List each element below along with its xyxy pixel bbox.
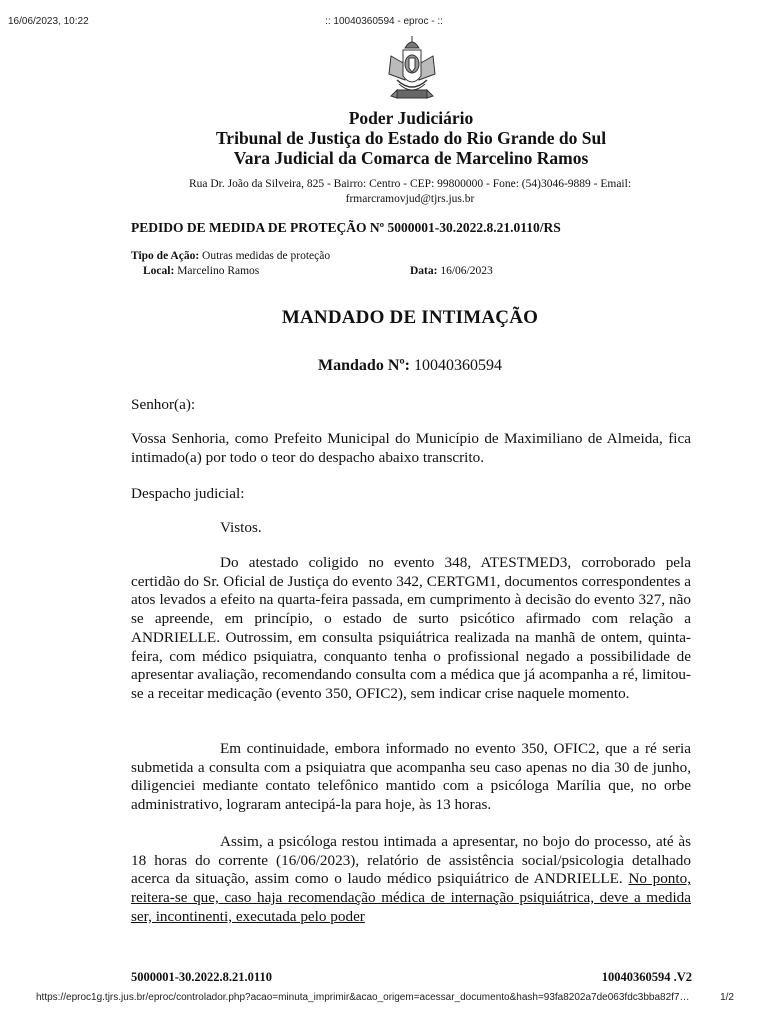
print-datetime: 16/06/2023, 10:22 xyxy=(8,16,89,27)
paragraph-2: Em continuidade, embora informado no evento 350, OFIC2, que a ré seria submetida a consulta com a psiquiatra que acompanha seu caso apenas no dia 30 de junho, diligenciei mediante contato telefônico mantido com a psicóloga Marília que, no orbe administrativo, lograram antecipá-la para hoje, às 13 horas. xyxy=(131,740,691,814)
address-line-2: frmarcramovjud@tjrs.jus.br xyxy=(345,193,475,205)
action-type xyxy=(131,250,330,262)
salutation: Senhor(a): xyxy=(131,396,196,413)
print-page-number: 1/2 xyxy=(720,992,734,1003)
institution-header xyxy=(0,108,768,168)
paragraph-3-underlined: No ponto, reitera-se que, caso haja recomendação médica de internação psiquiátrica, deve a medida ser, incontinenti, executada pelo poder xyxy=(131,870,691,925)
date xyxy=(410,265,493,277)
date-value: 16/06/2023 xyxy=(440,265,493,277)
date-label: Data: xyxy=(410,265,438,277)
location-label: Local: xyxy=(143,265,175,277)
institution-line-3: Vara Judicial da Comarca de Marcelino Ramos xyxy=(233,148,589,168)
paragraph-1: Do atestado coligido no evento 348, ATESTMED3, corroborado pela certidão do Sr. Oficial de Justiça do evento 342, CERTGM1, documentos correspondentes a atos levados a efeito na quarta-feira passada, em cumprimento à decisão do evento 327, não se apreende, em princípio, o estado de surto psicótico afirmado com relação a ANDRIELLE. Outrossim, em consulta psiquiátrica realizada na manhã de ontem, quinta-feira, com médico psiquiatra, conquanto tenha o profissional negado a possibilidade de apresentar avaliação, recomendando consulta com a médica que já acompanha a ré, limitou-se a receitar medicação (evento 350, OFIC2), sem indicar crise naquele momento. xyxy=(131,554,691,702)
address-line-1: Rua Dr. João da Silveira, 825 - Bairro: Centro - CEP: 99800000 - Fone: (54)3046-9889 - Email: xyxy=(188,178,632,190)
action-type-label: Tipo de Ação: xyxy=(131,250,200,262)
print-page-title: :: 10040360594 - eproc - :: xyxy=(325,16,443,27)
institution-line-1: Poder Judiciário xyxy=(348,108,474,128)
coat-of-arms-icon xyxy=(383,34,441,104)
print-footer xyxy=(0,992,768,1006)
paragraph-3-text: Assim, a psicóloga restou intimada a apresentar, no bojo do processo, até às 18 horas do corrente (16/06/2023), relatório de assistência social/psicologia detalhado acerca da situação, assim como o laudo médico psiquiátrico de ANDRIELLE. xyxy=(131,833,691,888)
document-title: MANDADO DE INTIMAÇÃO xyxy=(281,307,539,328)
paragraph-3 xyxy=(131,833,691,927)
footer-document-id: 10040360594 .V2 xyxy=(601,970,692,984)
vistos: Vistos. xyxy=(220,519,262,536)
case-heading: PEDIDO DE MEDIDA DE PROTEÇÃO Nº 5000001-30.2022.8.21.0110/RS xyxy=(131,220,561,235)
intro-paragraph: Vossa Senhoria, como Prefeito Municipal do Município de Maximiliano de Almeida, fica intimado(a) por todo o teor do despacho abaixo transcrito. xyxy=(131,430,691,466)
court-address xyxy=(150,177,670,207)
mandado-number-label: Mandado Nº: xyxy=(318,357,410,374)
institution-line-2: Tribunal de Justiça do Estado do Rio Grande do Sul xyxy=(215,128,607,148)
despacho-label: Despacho judicial: xyxy=(131,485,245,502)
footer-process-number: 5000001-30.2022.8.21.0110 xyxy=(131,970,272,984)
location-value: Marcelino Ramos xyxy=(177,265,260,277)
action-type-value: Outras medidas de proteção xyxy=(202,250,331,262)
location xyxy=(143,265,259,277)
mandado-number xyxy=(0,357,768,375)
print-url: https://eproc1g.tjrs.jus.br/eproc/controlador.php?acao=minuta_imprimir&acao_origem=acessar_documento&hash=93fa8202a7de063fdc3bba82f7… xyxy=(36,992,690,1003)
mandado-number-value: 10040360594 xyxy=(413,357,502,374)
print-header xyxy=(0,16,768,30)
